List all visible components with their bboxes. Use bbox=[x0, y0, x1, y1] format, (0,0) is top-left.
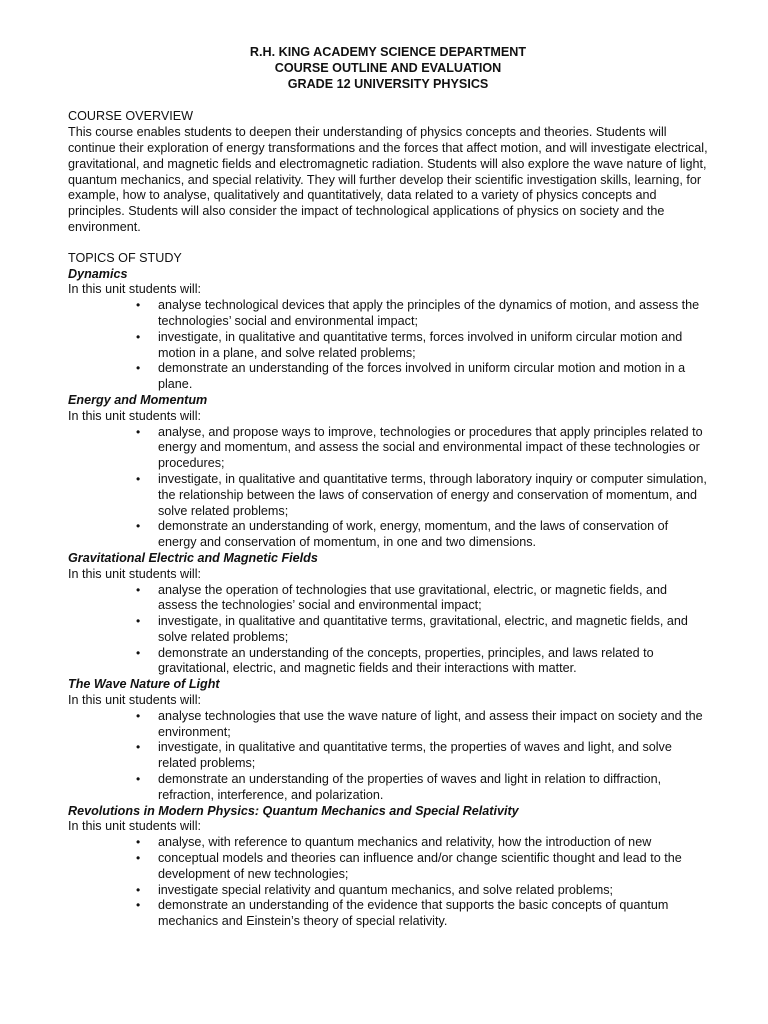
bullet-text: demonstrate an understanding of the forces involved in uniform circular motion and motion in a plane. bbox=[158, 361, 686, 392]
header-outline: COURSE OUTLINE AND EVALUATION bbox=[274, 60, 502, 75]
bullet-icon: • bbox=[136, 519, 141, 534]
unit-section bbox=[68, 677, 708, 803]
bullet-item bbox=[68, 519, 708, 551]
bullet-icon: • bbox=[136, 471, 141, 486]
unit-bullet-list bbox=[68, 835, 708, 930]
bullet-item bbox=[68, 472, 708, 519]
unit-bullet-list bbox=[68, 709, 708, 804]
document-page bbox=[68, 45, 708, 930]
bullet-icon: • bbox=[136, 851, 141, 866]
unit-title: Revolutions in Modern Physics: Quantum Mechanics and Special Relativity bbox=[68, 803, 519, 818]
bullet-text: analyse, with reference to quantum mechanics and relativity, how the introduction of new bbox=[158, 835, 652, 850]
unit-section bbox=[68, 804, 708, 930]
bullet-icon: • bbox=[136, 835, 141, 850]
bullet-item bbox=[68, 646, 708, 678]
unit-section bbox=[68, 267, 708, 393]
bullet-icon: • bbox=[136, 298, 141, 313]
unit-bullet-list bbox=[68, 583, 708, 678]
bullet-item bbox=[68, 361, 708, 393]
unit-title: The Wave Nature of Light bbox=[68, 677, 220, 692]
bullet-item bbox=[68, 583, 708, 615]
bullet-icon: • bbox=[136, 708, 141, 723]
bullet-icon: • bbox=[136, 424, 141, 439]
bullet-item bbox=[68, 835, 708, 851]
bullet-icon: • bbox=[136, 740, 141, 755]
bullet-item bbox=[68, 883, 708, 899]
bullet-icon: • bbox=[136, 582, 141, 597]
bullet-text: demonstrate an understanding of the concepts, properties, principles, and laws related to gravitational, electric, and magnetic fields and their interactions with matter. bbox=[158, 645, 654, 676]
unit-intro: In this unit students will: bbox=[68, 566, 201, 581]
unit-bullet-list bbox=[68, 425, 708, 551]
bullet-text: conceptual models and theories can influence and/or change scientific thought and lead to the development of new technologies; bbox=[158, 851, 682, 881]
unit-intro: In this unit students will: bbox=[68, 693, 201, 708]
bullet-icon: • bbox=[136, 898, 141, 913]
bullet-text: investigate special relativity and quantum mechanics, and solve related problems; bbox=[158, 882, 614, 897]
unit-section bbox=[68, 393, 708, 551]
unit-intro: In this unit students will: bbox=[68, 408, 201, 423]
unit-bullet-list bbox=[68, 298, 708, 393]
bullet-text: demonstrate an understanding of the evidence that supports the basic concepts of quantum mechanics and Einstein’s theory of special relativity. bbox=[158, 898, 669, 929]
unit-section bbox=[68, 551, 708, 677]
bullet-item bbox=[68, 709, 708, 741]
bullet-text: investigate, in qualitative and quantitative terms, forces involved in uniform circular motion and motion in a plane, and solve related problems; bbox=[158, 329, 683, 360]
overview-heading: COURSE OVERVIEW bbox=[68, 109, 194, 124]
bullet-icon: • bbox=[136, 361, 141, 376]
unit-intro: In this unit students will: bbox=[68, 819, 201, 834]
bullet-item bbox=[68, 898, 708, 930]
bullet-text: investigate, in qualitative and quantitative terms, gravitational, electric, and magnetic fields, and solve related problems; bbox=[158, 614, 688, 644]
bullet-icon: • bbox=[136, 772, 141, 787]
bullet-text: investigate, in qualitative and quantitative terms, the properties of waves and light, and solve related problems; bbox=[158, 740, 672, 771]
bullet-icon: • bbox=[136, 329, 141, 344]
bullet-icon: • bbox=[136, 882, 141, 897]
bullet-item bbox=[68, 772, 708, 804]
bullet-text: investigate, in qualitative and quantitative terms, through laboratory inquiry or computer simulation, the relationship between the laws of conservation of energy and conservation of momentum, and solve related problems; bbox=[158, 471, 707, 518]
bullet-text: analyse the operation of technologies that use gravitational, electric, or magnetic fields, and assess the technologies’ social and environmental impact; bbox=[158, 582, 667, 613]
bullet-item bbox=[68, 298, 708, 330]
overview-text: This course enables students to deepen their understanding of physics concepts and theories. Students will continue their exploration of energy transformations and the forces that affect motion, and will investigate electrical, gravitational, and magnetic fields and electromagnetic radiation. Students will also explore the wave nature of light, quantum mechanics, and special relativity. They will further develop their scientific investigation skills, learning, for example, how to analyse, qualitatively and quantitatively, data related to a variety of physics concepts and principles. Students will also consider the impact of technological applications of physics on society and the environment. bbox=[68, 125, 708, 234]
topics-heading: TOPICS OF STUDY bbox=[68, 250, 182, 265]
bullet-icon: • bbox=[136, 645, 141, 660]
bullet-item bbox=[68, 425, 708, 472]
header-school: R.H. KING ACADEMY SCIENCE DEPARTMENT bbox=[249, 45, 527, 59]
bullet-text: analyse technologies that use the wave nature of light, and assess their impact on society and the environment; bbox=[158, 708, 703, 739]
bullet-text: analyse technological devices that apply the principles of the dynamics of motion, and assess the technologies’ social and environmental impact; bbox=[158, 298, 700, 328]
unit-intro: In this unit students will: bbox=[68, 282, 201, 297]
bullet-icon: • bbox=[136, 614, 141, 629]
bullet-text: analyse, and propose ways to improve, technologies or procedures that apply principles related to energy and momentum, and assess the social and environmental impact of these technologies or procedures; bbox=[158, 424, 703, 471]
header-course: GRADE 12 UNIVERSITY PHYSICS bbox=[287, 76, 489, 91]
bullet-item bbox=[68, 330, 708, 362]
unit-title: Dynamics bbox=[68, 266, 128, 281]
bullet-item bbox=[68, 614, 708, 646]
bullet-item bbox=[68, 851, 708, 883]
unit-title: Energy and Momentum bbox=[68, 392, 208, 407]
bullet-text: demonstrate an understanding of work, energy, momentum, and the laws of conservation of energy and conservation of momentum, in one and two dimensions. bbox=[158, 519, 669, 550]
bullet-item bbox=[68, 740, 708, 772]
topics-list bbox=[68, 267, 708, 930]
unit-title: Gravitational Electric and Magnetic Fields bbox=[68, 550, 318, 565]
document-header bbox=[68, 45, 708, 92]
bullet-text: demonstrate an understanding of the properties of waves and light in relation to diffraction, refraction, interference, and polarization. bbox=[158, 772, 662, 802]
